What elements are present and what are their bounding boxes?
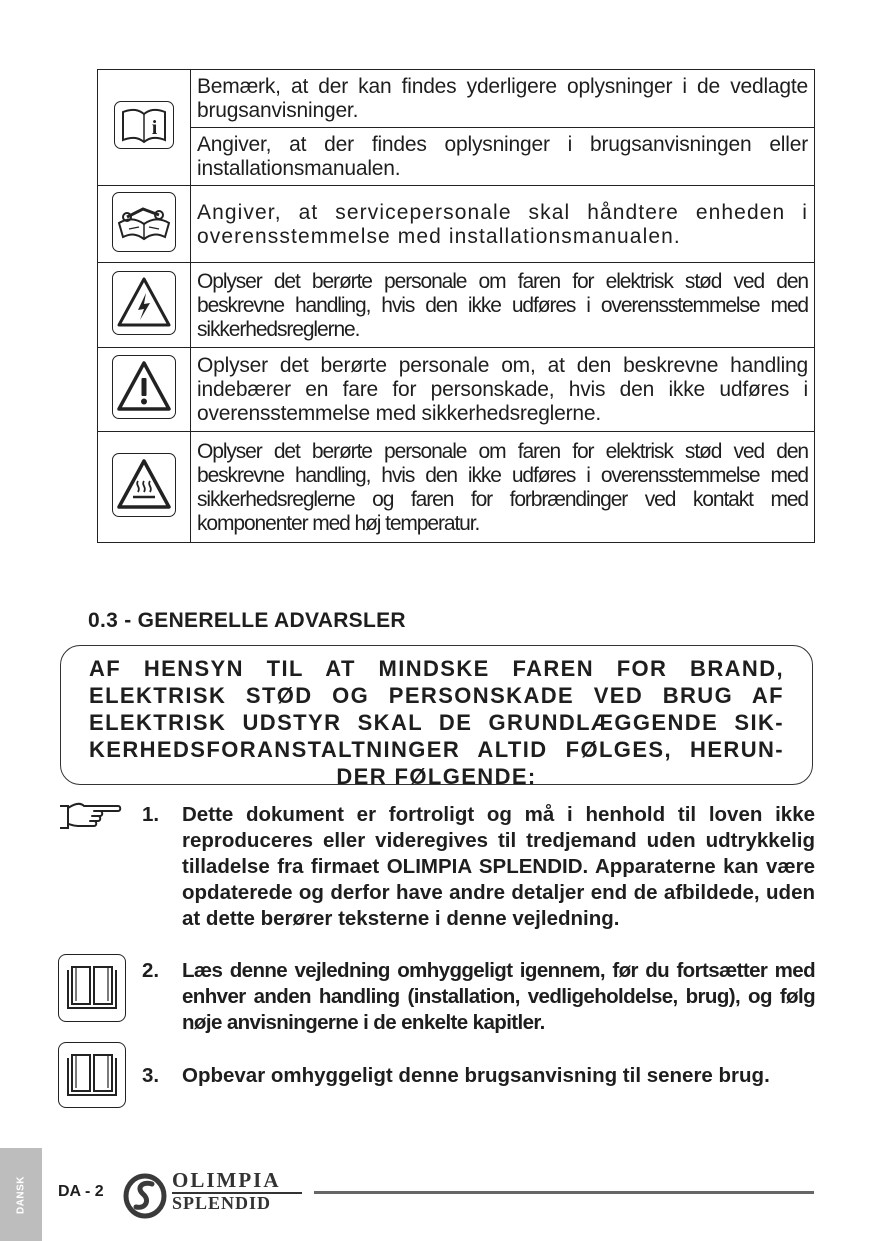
- electric-hazard-icon: [112, 271, 176, 335]
- manual-info-icon: [114, 101, 174, 149]
- list-item: [142, 1063, 815, 1089]
- manual-info-text-2: Angiver, at der findes oplysninger i brugsanvisningen eller installationsmanualen.: [191, 128, 815, 186]
- pointing-hand-icon: [58, 800, 122, 837]
- hot-text: Oplyser det berørte personale om faren for elektrisk stød ved den beskrevne handling, hvis den ikke udføres i overensstemmelse med sikkerhedsreglerne og faren for forbrændinger ved kontakt med komponenter med høj temperatur.: [191, 432, 815, 543]
- footer-rule: [314, 1191, 814, 1194]
- list-item: [142, 958, 815, 1036]
- list-item-text: Læs denne vejledning omhyggeligt igennem, før du fortsætter med enhver anden handling (installation, vedligeholdelse, brug), og følg nøje anvisningerne i de enkelte kapitler.: [182, 959, 815, 1034]
- danger-text: Oplyser det berørte personale om, at den beskrevne handling indebærer en fare for personskade, hvis den ikke udføres i overensstemmelse med sikkerhedsreglerne.: [191, 348, 815, 432]
- danger-warning-icon: [112, 355, 176, 419]
- warning-box: [60, 645, 813, 789]
- list-item-text: Dette dokument er fortroligt og må i henhold til loven ikke reproduceres eller videregives til tredjemand uden udtrykkelig tilladelse fra firmaet OLIMPIA SPLENDID. Apparaterne kan være opdaterede og derfor have andre detaljer end de afbildede, uden at dette berører teksterne i denne vejledning.: [182, 803, 815, 930]
- service-manual-icon-cell: [98, 186, 191, 263]
- svg-text:i: i: [151, 117, 158, 139]
- brand-name-line1: OLIMPIA: [172, 1168, 281, 1192]
- manual-info-icon-cell: [98, 70, 191, 186]
- list-item-number: 3.: [142, 1064, 160, 1087]
- danger-warning-icon-cell: [98, 348, 191, 432]
- list-item-number: 2.: [142, 959, 160, 982]
- list-item-text: Opbevar omhyggeligt denne brugsanvisning til senere brug.: [182, 1064, 770, 1087]
- open-book-icon: [58, 1042, 126, 1113]
- electric-hazard-icon-cell: [98, 263, 191, 348]
- language-tab: [0, 1148, 42, 1241]
- page-number: DA - 2: [58, 1183, 104, 1200]
- hot-surface-icon-cell: [98, 432, 191, 543]
- olimpia-logo-icon: [122, 1173, 168, 1224]
- open-book-icon: [58, 954, 126, 1027]
- section-title: 0.3 - GENERELLE ADVARSLER: [88, 609, 406, 632]
- language-label: DANSK: [15, 1175, 27, 1214]
- electric-text: Oplyser det berørte personale om faren for elektrisk stød ved den beskrevne handling, hvis den ikke udføres i overensstemmelse med sikkerhedsreglerne.: [191, 263, 815, 348]
- symbols-table: [97, 69, 815, 543]
- service-manual-icon: [112, 192, 176, 252]
- list-item-number: 1.: [142, 803, 160, 826]
- hot-surface-icon: [112, 453, 176, 517]
- service-text: Angiver, at servicepersonale skal håndtere enheden i overensstemmelse med installationsmanualen.: [191, 186, 815, 263]
- list-item: [142, 802, 815, 932]
- warning-text: AF HENSYN TIL AT MINDSKE FAREN FOR BRAND, ELEKTRISK STØD OG PERSONSKADE VED BRUG AF ELEKTRISK UDSTYR SKAL DE GRUNDLÆGGENDE SIK-KERHEDSFORANSTALTNINGER ALTID FØLGES, HERUN-DER FØLGENDE:: [89, 656, 784, 789]
- manual-info-text-1: Bemærk, at der kan findes yderligere oplysninger i de vedlagte brugsanvisninger.: [191, 70, 815, 128]
- brand-name-line2: SPLENDID: [172, 1193, 272, 1213]
